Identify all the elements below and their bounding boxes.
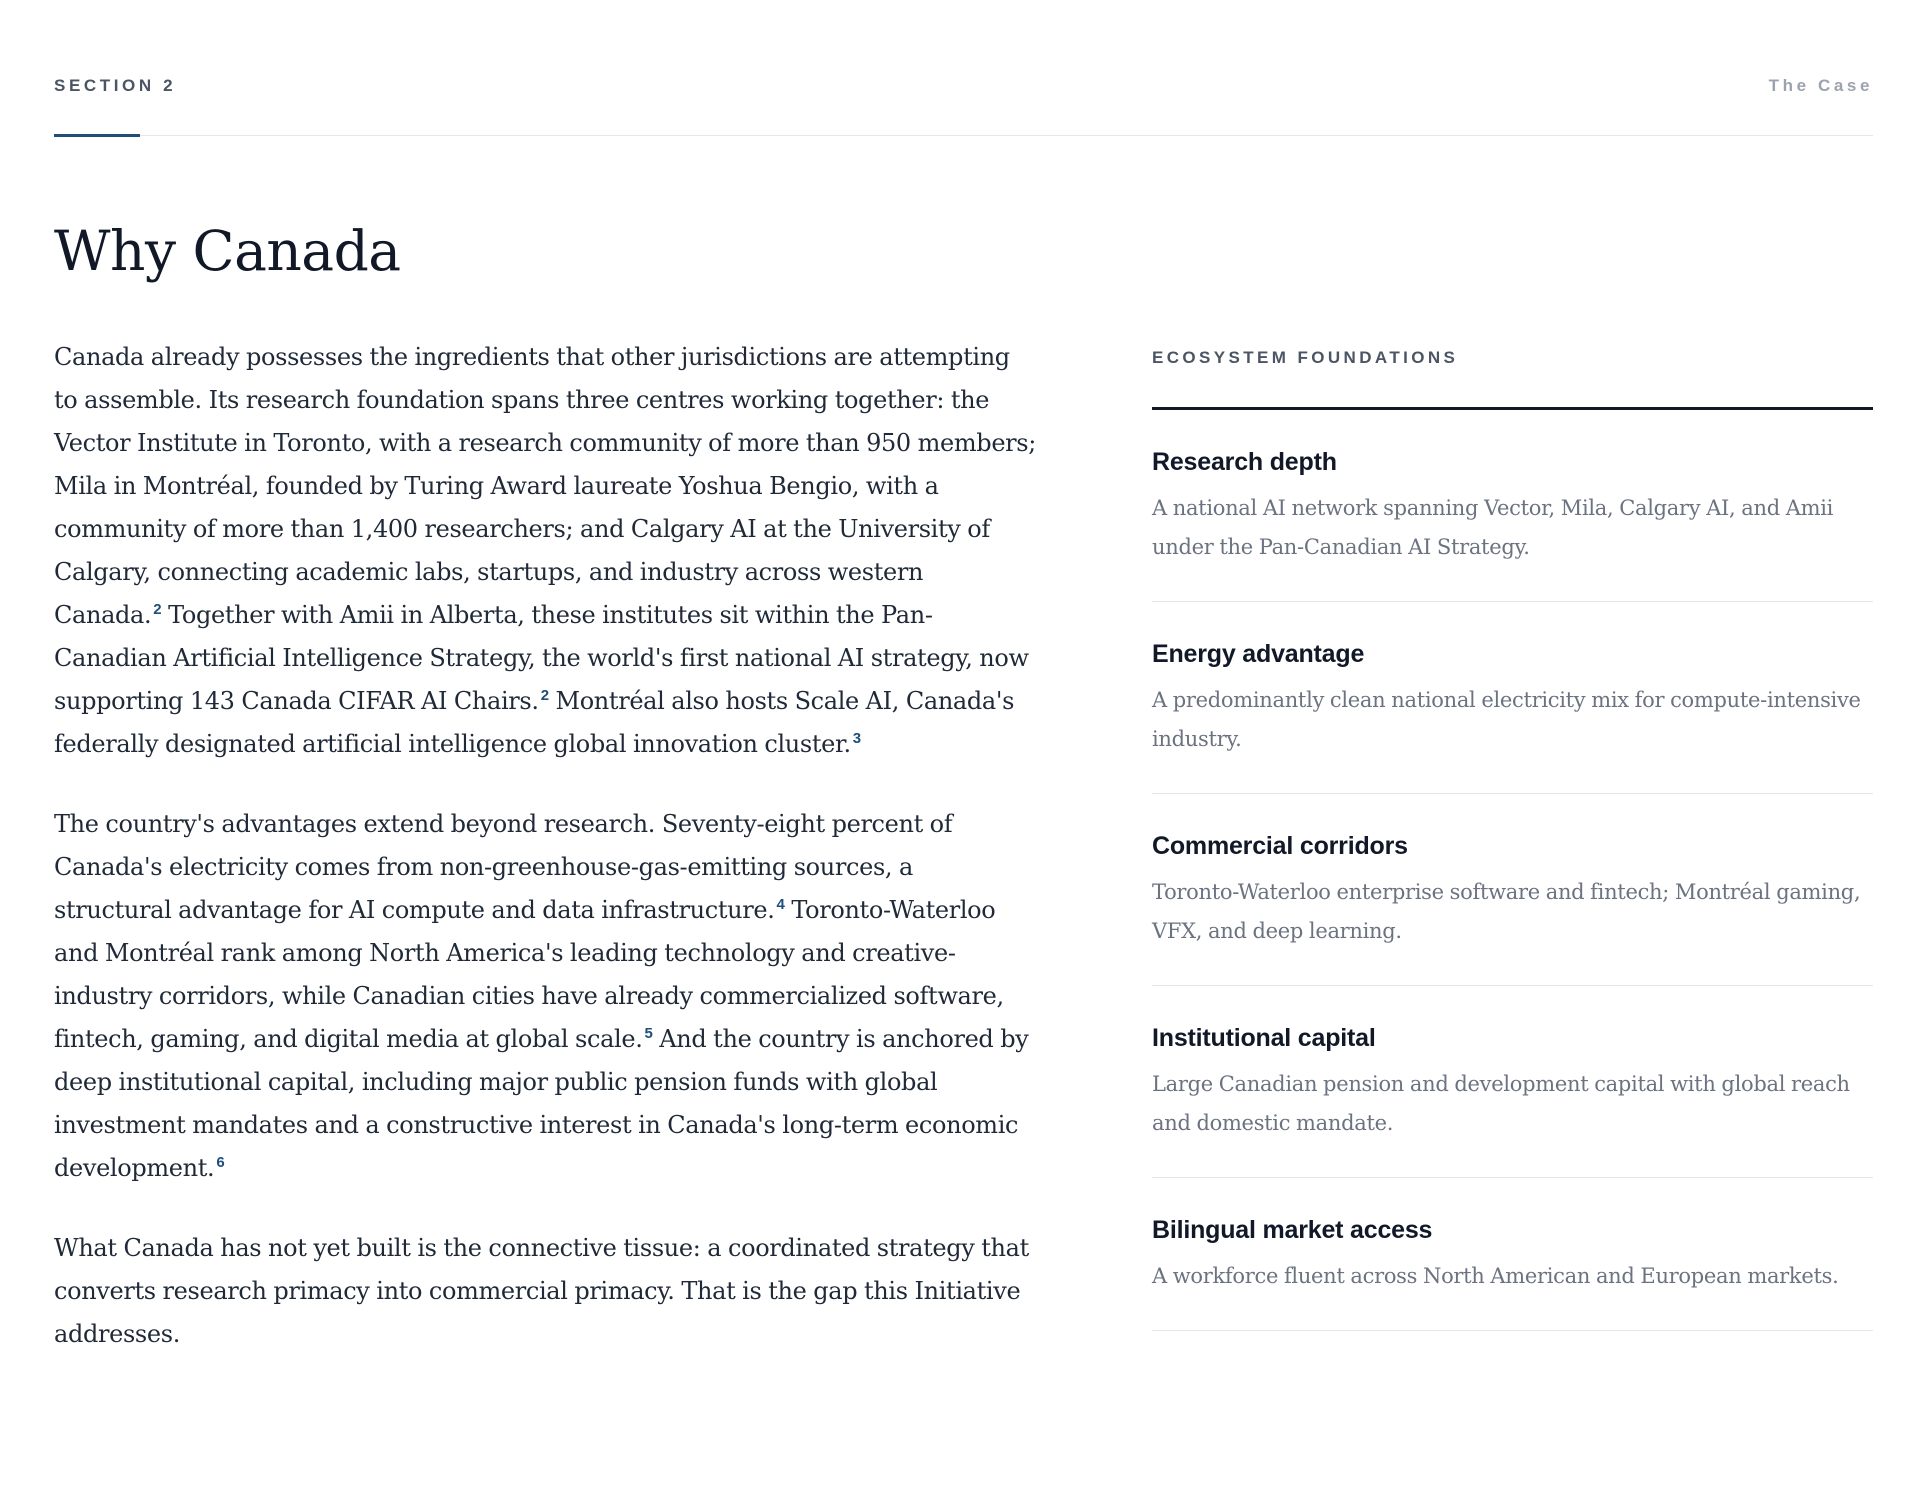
header-accent-bar (54, 134, 140, 137)
paragraph-text: Canada already possesses the ingredients that other jurisdictions are attempting to assemble. Its research foundation spans three centres working together: the Vector Institute in Toronto, with a research community of more than 950 members; Mila in Montréal, founded by Turing Award laureate Yoshua Bengio, with a community of more than 1,400 researchers; and Calgary AI at the University of Calgary, connecting academic labs, startups, and industry across western Canada. (54, 343, 1036, 629)
foundation-description: A predominantly clean national electricity mix for compute-intensive industry. (1152, 688, 1861, 751)
foundation-item-energy-advantage (1152, 602, 1873, 794)
paragraph-3 (54, 1227, 1036, 1356)
footnote-ref[interactable]: 4 (776, 896, 785, 913)
header-divider (54, 135, 1873, 136)
section-label: SECTION 2 (54, 76, 177, 95)
foundation-title: Institutional capital (1152, 1024, 1376, 1052)
foundation-title: Research depth (1152, 448, 1337, 476)
paragraph-2 (54, 803, 1036, 1190)
sidebar-heading: ECOSYSTEM FOUNDATIONS (1152, 348, 1459, 367)
body-column (54, 336, 1036, 1393)
foundation-title: Energy advantage (1152, 640, 1365, 668)
footnote-ref[interactable]: 3 (852, 730, 861, 747)
foundation-item-bilingual-market-access (1152, 1178, 1873, 1331)
ecosystem-foundations-sidebar (1152, 336, 1873, 1331)
page-title: Why Canada (54, 219, 401, 283)
paragraph-text: Montréal also hosts Scale AI, Canada's federally designated artificial intelligence global innovation cluster. (54, 687, 1015, 758)
paragraph-text: Toronto-Waterloo and Montréal rank among North America's leading technology and creative-industry corridors, while Canadian cities have already commercialized software, fintech, gaming, and digital media at global scale. (54, 896, 1004, 1053)
paragraph-text: Together with Amii in Alberta, these institutes sit within the Pan-Canadian Artificial Intelligence Strategy, the world's first national AI strategy, now supporting 143 Canada CIFAR AI Chairs. (54, 601, 1029, 715)
foundation-description: Large Canadian pension and development capital with global reach and domestic mandate. (1152, 1072, 1850, 1135)
foundation-item-research-depth (1152, 410, 1873, 602)
foundation-title: Bilingual market access (1152, 1216, 1433, 1244)
foundation-item-commercial-corridors (1152, 794, 1873, 986)
paragraph-text: What Canada has not yet built is the connective tissue: a coordinated strategy that converts research primacy into commercial primacy. That is the gap this Initiative addresses. (54, 1234, 1029, 1348)
paragraph-text: And the country is anchored by deep institutional capital, including major public pension funds with global investment mandates and a constructive interest in Canada's long-term economic development. (54, 1025, 1029, 1182)
footnote-ref[interactable]: 5 (644, 1025, 653, 1042)
foundation-description: Toronto-Waterloo enterprise software and fintech; Montréal gaming, VFX, and deep learning. (1152, 880, 1861, 943)
foundation-description: A national AI network spanning Vector, Mila, Calgary AI, and Amii under the Pan-Canadian AI Strategy. (1152, 496, 1834, 559)
paragraph-text: The country's advantages extend beyond research. Seventy-eight percent of Canada's electricity comes from non-greenhouse-gas-emitting sources, a structural advantage for AI compute and data infrastructure. (54, 810, 953, 924)
section-case-label: The Case (1768, 76, 1873, 95)
foundation-description: A workforce fluent across North American and European markets. (1152, 1264, 1839, 1288)
foundation-item-institutional-capital (1152, 986, 1873, 1178)
paragraph-1 (54, 336, 1036, 766)
footnote-ref[interactable]: 2 (153, 601, 162, 618)
foundation-title: Commercial corridors (1152, 832, 1408, 860)
footnote-ref[interactable]: 2 (540, 687, 549, 704)
footnote-ref[interactable]: 6 (216, 1154, 225, 1171)
